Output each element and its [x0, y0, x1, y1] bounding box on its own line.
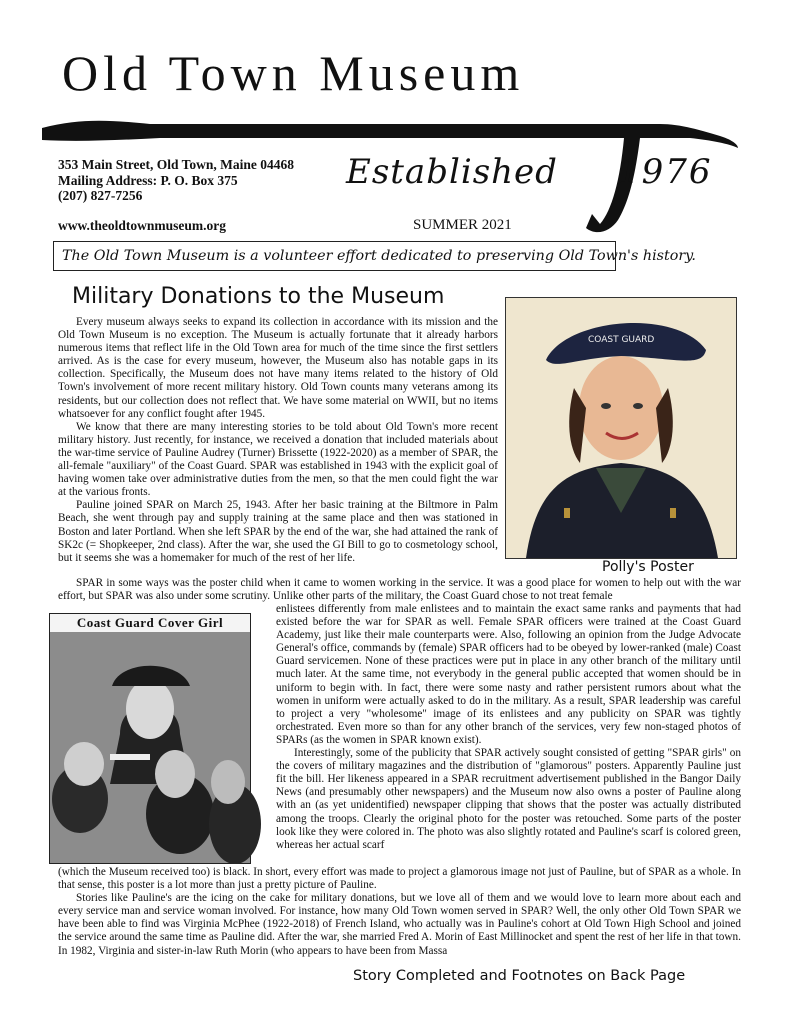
paragraph: Interestingly, some of the publicity that SPAR actively sought consisted of getting "SPAR girls" on the covers of military magazines and the distribution of "glamorous" posters. Apparently Pauline just fit the bill. Her likeness appeared in a SPAR recruitment advertisement published in the Bangor Daily News (and presumably other newspapers) and the Museum now also owns a poster of Pauline along with an (as yet unidentified) newspaper clipping that shows that the poster was actually distributed among the troops. Clearly the original photo for the poster was retouched. Some parts of the poster look like they were colored in. The photo was also slightly rotated and Pauline's scarf is colored green, whereas her actual scarf [276, 747, 741, 851]
issue-season: SUMMER 2021 [413, 217, 512, 233]
continued-notice: Story Completed and Footnotes on Back Page [353, 968, 686, 984]
masthead-title: Old Town Museum [62, 45, 525, 101]
established-label: Established [346, 152, 558, 192]
side-column [276, 603, 741, 852]
website-link[interactable]: www.theoldtownmuseum.org [58, 218, 227, 233]
polly-poster-caption: Polly's Poster [602, 559, 694, 575]
paragraph: SPAR in some ways was the poster child when it came to women working in the service. It was a good place for women to help out with the war effort, but SPAR was also under some scrutiny. Unlike other parts of the military, the Coast Guard chose to not treat female [58, 577, 741, 603]
lead-column [58, 316, 498, 565]
paragraph: (which the Museum received too) is black. In short, every effort was made to project a glamorous image not just of Pauline, but of SPAR as a whole. In that sense, this poster is a lot more than just a pretty picture of Pauline. [58, 866, 741, 892]
hat-band-text: COAST GUARD [588, 335, 655, 345]
closing-paragraphs [58, 866, 741, 958]
full-width-paragraph [58, 577, 741, 603]
phone-number: (207) 827-7256 [58, 188, 143, 203]
paragraph: Pauline joined SPAR on March 25, 1943. After her basic training at the Biltmore in Palm Beach, she went through pay and supply training at the same place and then was stationed in Boston and later Portland. When she left SPAR by the end of the war, she had attained the rank of SK2c (= Shopkeeper, 2nd class). After the war, she used the GI Bill to go to cosmetology school, but it seems she was a homemaker for much of the rest of her life. [58, 499, 498, 564]
address-block [58, 157, 294, 204]
street-address: 353 Main Street, Old Town, Maine 04468 [58, 157, 295, 172]
mailing-address: Mailing Address: P. O. Box 375 [58, 172, 238, 188]
paragraph: Stories like Pauline's are the icing on the cake for military donations, but we love all of them and we would love to learn more about each and every service man and service woman involved. For instance, how many Old Town women served in SPAR? Well, the only other Old Town SPAR we have been able to find was Virginia McPhee (1922-2018) of French Island, who actually was in Pauline's cohort at Old Town High School and joined the service around the same time as Pauline did. After the war, she married Fred A. Morin of East Millinocket and spent the rest of her life in that town. In 1982, Virginia and sister-in-law Ruth Morin (who appears to have been from Massa [58, 892, 741, 957]
polly-poster-photo [505, 297, 737, 559]
article-headline: Military Donations to the Museum [72, 284, 445, 309]
paragraph: enlistees differently from male enlistees and to maintain the exact same ranks and payments that had existed before the war for SPAR as well. Female SPAR officers were trained at the Coast Guard Academy, just like their male counterparts were. Also, following an opinion from the Judge Advocate General's office, commands by (female) SPAR officers had to be obeyed by lower-ranked (male) Coast Guard servicemen. None of these practices were put in place in any other branch of the military until much later. At the same time, not everybody in the general public accepted that women should be in uniform to begin with. In fact, there were some nasty and rather persistent rumors about what the women in uniform were actually asked to do in the military. As a result, SPAR leadership was careful to project a very "wholesome" image of its enlistees and any publicity on SPAR was tightly orchestrated. Even more so than for any other branch of the services, very few non-staged photos of SPARs (as the women in SPAR known exist). [276, 603, 741, 746]
paragraph: Every museum always seeks to expand its collection in accordance with its mission and the Old Town Museum is no exception. The Museum is actually fortunate that it already harbors numerous items that reflect life in the Old Town area for much of the time since the first settlers arrived. As is the case for every museum, however, the Museum also has notable gaps in its collection. Specifically, the Museum does not have many items related to the history of Old Town's involvement of more recent military history. Old Town counts many veterans among its residents, but our collection does not reflect that. We have some material on WWII, but no items whatsoever for any conflict fought after 1945. [58, 316, 498, 420]
cover-girl-photo [49, 613, 251, 864]
established-year: 1976 [618, 152, 713, 192]
paragraph: We know that there are many interesting stories to be told about Old Town's more recent military history. Just recently, for instance, we received a donation that included materials about the war-time service of Pauline Audrey (Turner) Brissette (1922-2020) as a member of SPAR, the all-female "auxiliary" of the Coast Guard. SPAR was established in 1943 with the explicit goal of having women take over administrative duties from the men, so that the men could fight the war at the various fronts. [58, 420, 498, 499]
mission-statement: The Old Town Museum is a volunteer effort dedicated to preserving Old Town's history. [53, 241, 616, 271]
cover-girl-caption: Coast Guard Cover Girl [50, 614, 250, 632]
